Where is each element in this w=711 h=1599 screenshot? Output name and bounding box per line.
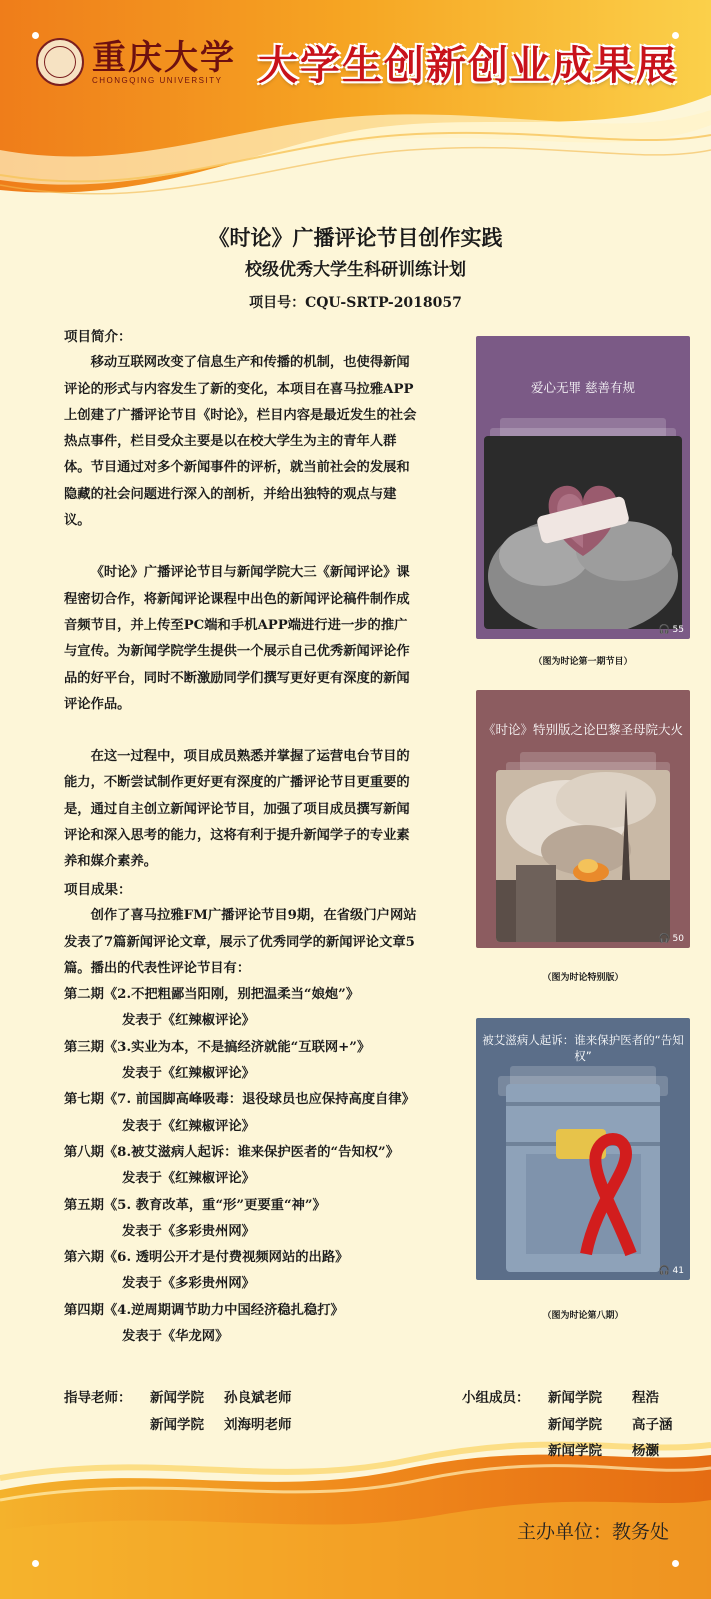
member-name: 程浩	[632, 1390, 659, 1406]
card-caption: （图为时论第一期节目）	[533, 657, 633, 667]
advisors-section	[64, 1385, 292, 1438]
list-item	[64, 1087, 439, 1140]
episode-title: 第五期《5. 教育改革，重“形”更要重“神”》	[64, 1197, 326, 1213]
list-item	[64, 1035, 439, 1088]
advisor-dept: 新闻学院	[150, 1416, 204, 1433]
episode-title: 第四期《4.逆周期调节助力中国经济稳扎稳打》	[64, 1302, 344, 1318]
advisor-name: 刘海明老师	[224, 1416, 292, 1433]
corner-dot	[672, 1560, 679, 1567]
bandaged-heart-image	[484, 436, 682, 629]
cathedral-fire-image	[496, 770, 670, 942]
episode-published: 发表于《多彩贵州网》	[122, 1276, 255, 1292]
card-caption: （图为时论第八期）	[542, 1311, 624, 1321]
episode-title: 第六期《6. 透明公开才是付费视频网站的出路》	[64, 1250, 349, 1266]
red-ribbon-image	[506, 1084, 660, 1272]
episode-cover-card	[476, 336, 690, 639]
member-dept: 新闻学院	[548, 1390, 602, 1406]
episode-title: 第二期《2.不把粗鄙当阳刚，别把温柔当“娘炮”》	[64, 987, 360, 1003]
university-seal-icon	[36, 38, 84, 86]
advisors-label: 指导老师：	[64, 1390, 132, 1406]
episode-cover-card	[476, 690, 690, 948]
episode-published: 发表于《华龙网》	[122, 1329, 229, 1345]
project-subtitle: 校级优秀大学生科研训练计划	[245, 260, 466, 280]
advisor-name: 孙良斌老师	[224, 1390, 292, 1406]
project-number: 项目号：CQU-SRTP-2018057	[249, 295, 462, 311]
episode-title: 第七期《7. 前国脚高峰吸毒：退役球员也应保持高度自律》	[64, 1092, 415, 1108]
episode-list	[64, 982, 439, 1350]
member-name: 高子涵	[632, 1416, 673, 1433]
university-logo	[36, 38, 236, 86]
play-count: 🎧 50	[658, 934, 684, 944]
episode-published: 发表于《红辣椒评论》	[122, 1066, 255, 1082]
play-count: 🎧 41	[658, 1266, 684, 1276]
intro-paragraph: 在这一过程中，项目成员熟悉并掌握了运营电台节目的能力，不断尝试制作更好更有深度的广播评论节目更重要的是，通过自主创立新闻评论节目，加强了项目成员撰写新闻评论和深入思考的能力，这将有利于提升新闻学子的专业素养和媒介素养。	[64, 749, 410, 870]
results-heading: 项目成果：	[64, 882, 132, 898]
card-caption: （图为时论特别版）	[542, 973, 624, 983]
list-item	[64, 982, 439, 1035]
cover-image	[484, 436, 682, 629]
list-item	[64, 1140, 439, 1193]
intro-heading: 项目简介：	[64, 329, 132, 345]
episode-published: 发表于《红辣椒评论》	[122, 1013, 255, 1029]
banner-title: 大学生创新创业成果展	[258, 43, 678, 89]
members-section	[462, 1385, 673, 1465]
corner-dot	[32, 1560, 39, 1567]
member-dept: 新闻学院	[548, 1416, 602, 1433]
cover-image	[506, 1084, 660, 1272]
university-name-en: CHONGQING UNIVERSITY	[92, 75, 223, 85]
members-label: 小组成员：	[462, 1390, 530, 1406]
episode-published: 发表于《红辣椒评论》	[122, 1118, 255, 1134]
list-item	[64, 1298, 439, 1351]
list-item	[64, 1245, 439, 1298]
results-summary: 创作了喜马拉雅FM广播评论节目9期，在省级门户网站发表了7篇新闻评论文章，展示了优秀同学的新闻评论文章5篇。播出的代表性评论节目有：	[64, 908, 417, 976]
member-dept: 新闻学院	[548, 1443, 602, 1459]
project-results	[64, 877, 439, 1350]
cover-image	[496, 770, 670, 942]
intro-paragraph: 移动互联网改变了信息生产和传播的机制，也使得新闻评论的形式与内容发生了新的变化，本项目在喜马拉雅APP上创建了广播评论节目《时论》，栏目内容是最近发生的社会热点事件，栏目受众主要是以在校大学生为主的青年人群体。节目通过对多个新闻事件的评析，就当前社会的发展和隐藏的社会问题进行深入的剖析，并给出独特的观点与建议。	[64, 355, 417, 529]
advisor-dept: 新闻学院	[150, 1390, 204, 1406]
episode-title: 第八期《8.被艾滋病人起诉：谁来保护医者的“告知权”》	[64, 1144, 400, 1160]
episode-title: 第三期《3.实业为本，不是搞经济就能“互联网+”》	[64, 1039, 371, 1055]
episode-published: 发表于《多彩贵州网》	[122, 1223, 255, 1239]
project-title: 《时论》广播评论节目创作实践	[208, 225, 503, 250]
card-title: 《时论》特别版之论巴黎圣母院大火	[482, 722, 683, 737]
list-item	[64, 1193, 439, 1246]
episode-published: 发表于《红辣椒评论》	[122, 1171, 255, 1187]
sponsor-text: 主办单位：教务处	[516, 1521, 669, 1543]
intro-paragraph: 《时论》广播评论节目与新闻学院大三《新闻评论》课程密切合作，将新闻评论课程中出色的新闻评论稿件制作成音频节目，并上传至PC端和手机APP端进行进一步的推广与宣传。为新闻学院学生提供一个展示自己优秀新闻评论作品的好平台，同时不断激励同学们撰写更好更有深度的新闻评论作品。	[64, 565, 410, 712]
card-title: 被艾滋病人起诉：谁来保护医者的“告知权”	[482, 1033, 684, 1063]
project-intro	[64, 324, 420, 876]
episode-cover-card	[476, 1018, 690, 1280]
play-count: 🎧 55	[658, 625, 684, 635]
member-name: 杨灏	[632, 1443, 659, 1459]
university-name: 重庆大学	[92, 37, 236, 78]
card-title: 爱心无罪 慈善有规	[531, 380, 635, 395]
